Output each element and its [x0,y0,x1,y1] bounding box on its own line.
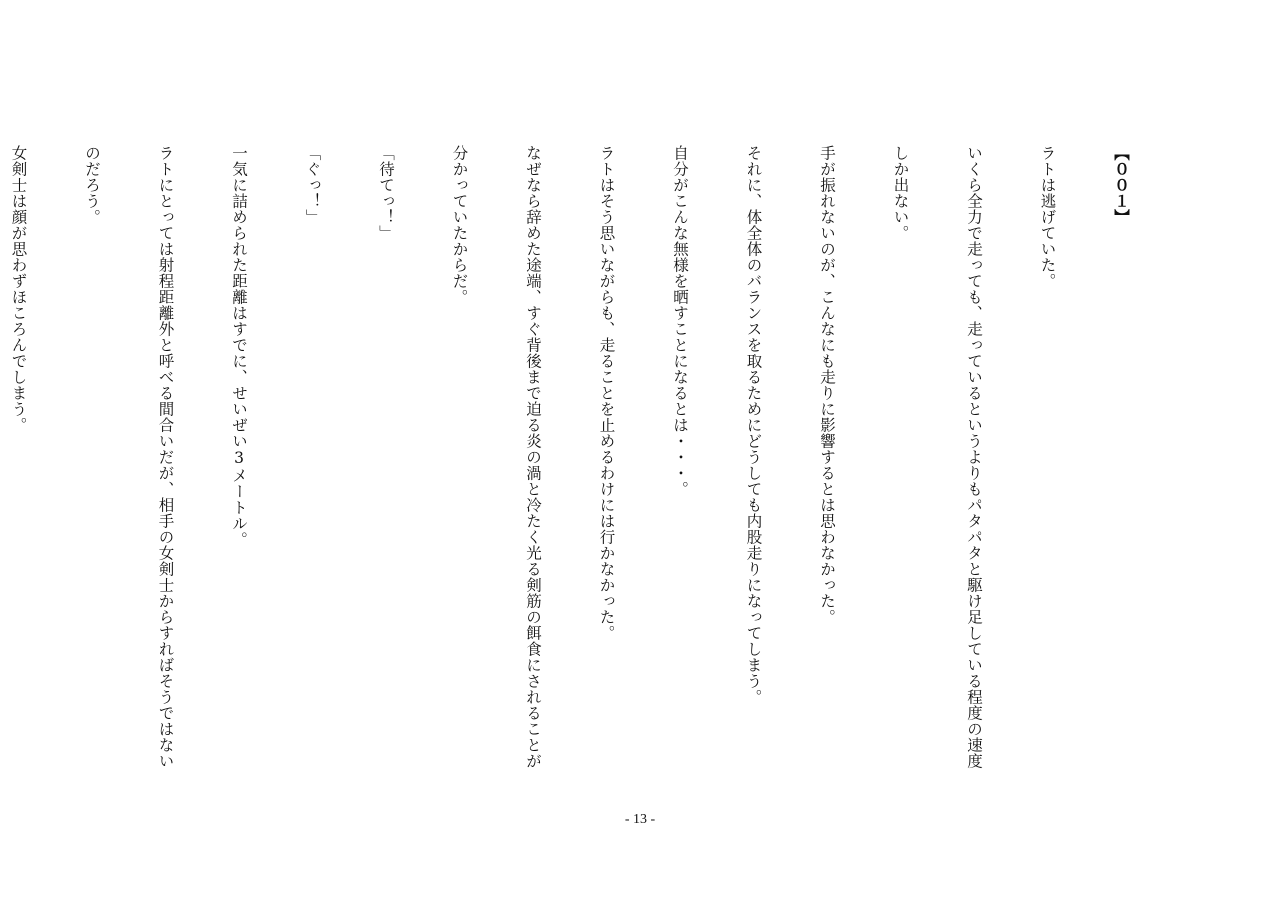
text-line: 「待てっ！」 [377,145,395,241]
text-line: 一気に詰められた距離はすでに、せいぜい3メートル。 [230,145,248,548]
text-line: いくら全力で走っても、走っているというよりもパタパタと駆け足している程度の速度 [965,145,983,769]
page-number: - 13 - [624,812,656,827]
text-line: 分かっていたからだ。 [450,145,469,305]
text-line: のだろう。 [83,145,101,225]
text-line: 女剣士は顔が思わずほころんでしまう。 [9,145,28,433]
text-line: それに、体全体のバランスを取るためにどうしても内股走りになってしまう。 [744,145,763,705]
text-line: ラトは逃げていた。 [1038,145,1057,289]
text-line: ラトにとっては射程距離外と呼べる間合いだが、相手の女剣士からすればそうではない [156,145,175,769]
text-line: しか出ない。 [891,145,910,241]
text-line: 自分がこんな無様を晒すことになるとは・・・。 [671,145,689,497]
text-line: 「ぐっ！」 [303,145,322,225]
vertical-text-body [0,145,1182,795]
text-line: ラトはそう思いながらも、走ることを止めるわけには行かなかった。 [597,145,616,641]
text-line: なぜなら辞めた途端、すぐ背後まで迫る炎の渦と冷たく光る剣筋の餌食にされることが [524,145,542,769]
text-line: 手が振れないのが、こんなにも走りに影響するとは思わなかった。 [818,145,836,625]
chapter-heading: 【００１】 [1112,145,1131,225]
